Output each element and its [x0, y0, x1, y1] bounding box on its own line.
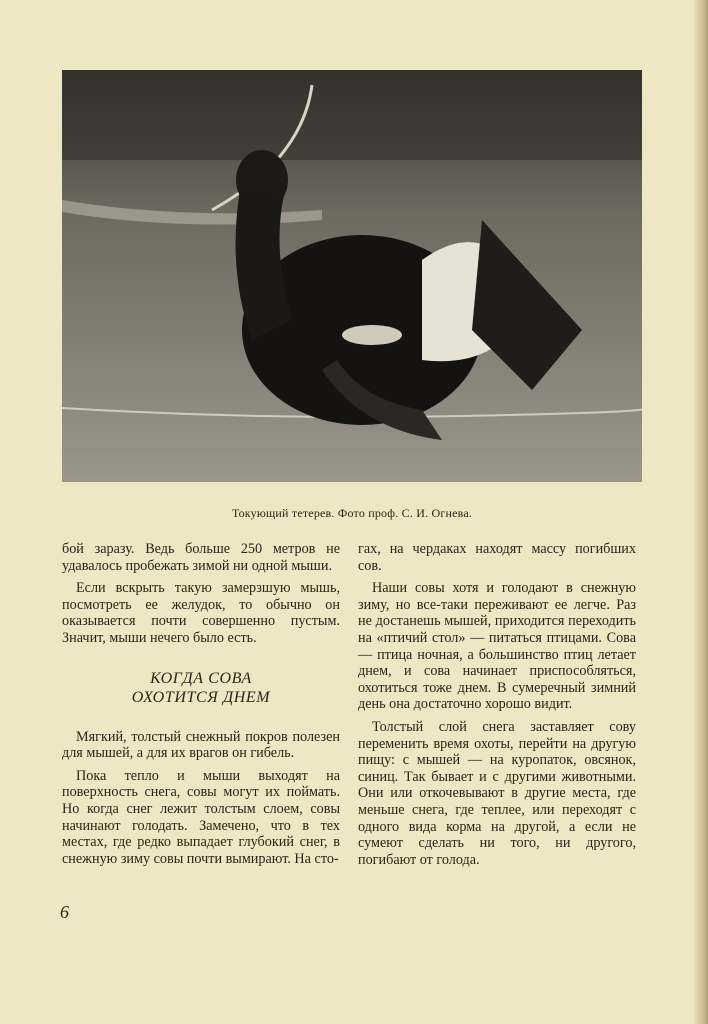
page-number: 6 — [60, 902, 69, 922]
bird-photo-icon — [62, 70, 642, 482]
page-edge — [694, 0, 708, 1024]
paragraph: гах, на чердаках находят массу погибших сов. — [358, 541, 636, 574]
right-column — [358, 541, 636, 874]
section-heading-line: ОХОТИТСЯ ДНЕМ — [131, 688, 271, 706]
section-heading-line: КОГДА СОВА — [150, 669, 252, 687]
black-grouse-photo — [62, 70, 642, 482]
paragraph: Мягкий, толстый снежный покров полезен для мышей, а для их врагов он гибель. — [62, 728, 340, 762]
left-column — [62, 541, 340, 873]
paragraph: Наши совы хотя и голодают в снежную зиму, но все-таки переживают ее легче. Раз не достанешь мышей, приходится переходить на «птичий стол» — питаться птицами. Сова — птица ночная, а большинство птиц летает днем, и сова начинает приспособляться, охотиться тоже днем. В сумеречный зимний день она достаточно хорошо видит. — [358, 580, 636, 713]
paragraph: Если вскрыть такую замерзшую мышь, посмотреть ее желудок, то обычно он оказывается почти совершенно пустым. Значит, мыши нечего было есть. — [62, 580, 340, 646]
paragraph: Толстый слой снега заставляет сову переменить время охоты, перейти на другую пищу: с мышей — на куропаток, овсянок, синиц. Так бывает и с другими животными. Они или откочевывают в другие места, где меньше снега, где теплее, или переходят с одного вида корма на другой, а если не сумеют сделать ни того, ни другого, погибают от голода. — [358, 718, 636, 868]
paragraph: Пока тепло и мыши выходят на поверхность снега, совы могут их поймать. Но когда снег лежит толстым слоем, совы начинают голодать. Замечено, что в тех местах, где редко выпадает глубокий снег, в снежную зиму совы почти вымирают. На сто- — [62, 767, 340, 867]
paragraph: бой заразу. Ведь больше 250 метров не удавалось пробежать зимой ни одной мыши. — [62, 541, 340, 574]
section-heading — [62, 669, 340, 707]
photo-caption: Токующий тетерев. Фото проф. С. И. Огнева. — [231, 506, 473, 520]
